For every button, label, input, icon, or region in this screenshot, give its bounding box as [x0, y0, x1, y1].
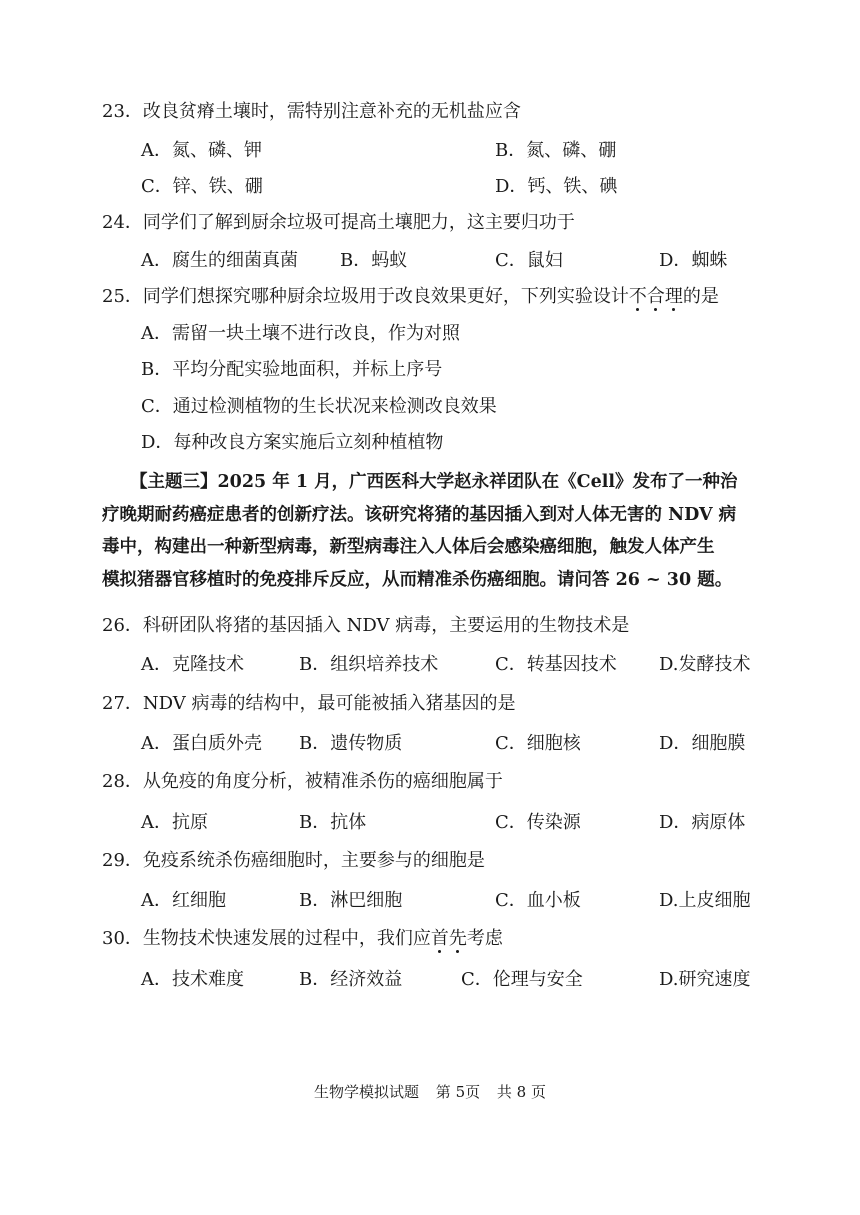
option-letter: D． — [495, 176, 528, 197]
theme-line-text: 毒中，构建出一种新型病毒，新型病毒注入人体后会感染癌细胞，触发人体产生 — [102, 537, 715, 557]
footer-subject: 生物学模拟试题 — [314, 1083, 420, 1101]
option-c[interactable] — [461, 967, 583, 993]
option-d[interactable] — [659, 731, 745, 757]
option-text: 锌、铁、硼 — [172, 176, 263, 197]
option-text: 淋巴细胞 — [330, 890, 403, 911]
option-a[interactable] — [141, 248, 298, 274]
question-27-stem — [102, 692, 516, 716]
question-text-after: 考虑 — [466, 928, 503, 949]
option-text: 伦理与安全 — [492, 969, 583, 990]
theme-line-text: 疗晚期耐药癌症患者的创新疗法。该研究将猪的基因插入到对人体无害的 NDV 病 — [102, 504, 737, 525]
question-30-options — [141, 967, 781, 993]
option-letter: A． — [141, 654, 172, 675]
option-a[interactable] — [141, 321, 460, 347]
option-letter: C． — [141, 396, 173, 417]
option-text: 上皮细胞 — [678, 890, 751, 911]
option-letter: C． — [495, 733, 527, 754]
option-c[interactable] — [141, 394, 497, 420]
question-24-stem — [102, 211, 575, 235]
option-c[interactable] — [141, 174, 263, 200]
option-letter: D. — [659, 969, 679, 990]
option-letter: A． — [141, 890, 172, 911]
option-text: 传染源 — [526, 812, 581, 833]
question-text: NDV 病毒的结构中，最可能被插入猪基因的是 — [142, 693, 516, 714]
question-number: 30． — [102, 928, 143, 949]
option-b[interactable] — [299, 967, 402, 993]
option-letter: D． — [141, 432, 174, 453]
theme-line-text: 【主题三】2025 年 1 月，广西医科大学赵永祥团队在《Cell》发布了一种治 — [130, 472, 738, 492]
option-letter: A． — [141, 140, 172, 161]
option-text: 遗传物质 — [330, 733, 403, 754]
question-29-stem — [102, 849, 485, 873]
option-text: 技术难度 — [172, 969, 244, 990]
option-d[interactable] — [141, 430, 443, 456]
option-letter: A． — [141, 812, 172, 833]
option-text: 组织培养技术 — [330, 654, 439, 675]
question-26-options — [141, 652, 781, 678]
option-c[interactable] — [495, 652, 617, 678]
option-c[interactable] — [495, 888, 581, 914]
option-text: 抗体 — [330, 812, 367, 833]
option-letter: B． — [299, 812, 331, 833]
question-text: 免疫系统杀伤癌细胞时，主要参与的细胞是 — [142, 850, 485, 871]
option-text: 细胞膜 — [691, 733, 746, 754]
question-number: 27． — [102, 693, 143, 714]
option-text: 氮、磷、钾 — [172, 140, 262, 161]
option-text: 研究速度 — [678, 969, 751, 990]
question-text: 科研团队将猪的基因插入 NDV 病毒，主要运用的生物技术是 — [142, 615, 630, 636]
question-30-stem — [102, 927, 503, 951]
option-a[interactable] — [141, 967, 244, 993]
option-text: 蚂蚁 — [371, 250, 408, 271]
question-number: 23． — [102, 101, 143, 122]
theme-line — [102, 466, 762, 499]
option-text: 氮、磷、硼 — [526, 140, 617, 161]
option-letter: A． — [141, 733, 172, 754]
option-letter: C． — [495, 250, 527, 271]
question-23-options-row2 — [141, 174, 781, 200]
option-text: 转基因技术 — [526, 654, 617, 675]
option-text: 钙、铁、碘 — [527, 176, 618, 197]
option-letter: C． — [141, 176, 173, 197]
question-25-option-b — [141, 357, 781, 383]
question-text: 同学们了解到厨余垃圾可提高土壤肥力，这主要归功于 — [142, 212, 575, 233]
question-23-options-row1 — [141, 138, 781, 164]
option-letter: D. — [659, 654, 679, 675]
theme-line — [102, 531, 762, 564]
question-25-option-a — [141, 321, 781, 347]
option-letter: B． — [340, 250, 372, 271]
option-text: 细胞核 — [526, 733, 581, 754]
question-27-options — [141, 731, 781, 757]
option-b[interactable] — [299, 652, 438, 678]
option-text: 抗原 — [172, 812, 208, 833]
option-text: 病原体 — [691, 812, 746, 833]
question-28-stem — [102, 770, 503, 794]
theme-line — [102, 499, 762, 532]
option-letter: B． — [299, 890, 331, 911]
question-text-after: 的是 — [682, 286, 719, 307]
option-letter: A． — [141, 250, 172, 271]
emphasis-char: 理 — [664, 286, 683, 307]
option-d[interactable] — [659, 967, 751, 993]
option-b[interactable] — [340, 248, 407, 274]
question-25-stem — [102, 285, 719, 309]
question-text: 从免疫的角度分析，被精准杀伤的癌细胞属于 — [142, 771, 503, 792]
question-number: 29． — [102, 850, 143, 871]
option-letter: B． — [141, 359, 173, 380]
option-text: 发酵技术 — [678, 654, 751, 675]
footer-page-number: 第 5页 — [435, 1083, 481, 1101]
question-number: 25． — [102, 286, 143, 307]
option-letter: B． — [299, 654, 331, 675]
option-letter: B． — [299, 733, 331, 754]
option-b[interactable] — [141, 357, 442, 383]
option-d[interactable] — [659, 652, 751, 678]
option-text: 蛋白质外壳 — [172, 733, 262, 754]
option-letter: C． — [495, 812, 527, 833]
question-text-before: 生物技术快速发展的过程中，我们应 — [142, 928, 431, 949]
theme-line-text: 模拟猪器官移植时的免疫排斥反应，从而精准杀伤癌细胞。请问答 26 ~ 30 题。 — [102, 569, 733, 590]
option-b[interactable] — [299, 731, 402, 757]
question-26-stem — [102, 614, 629, 638]
option-b[interactable] — [299, 888, 402, 914]
option-letter: B． — [495, 140, 527, 161]
option-c[interactable] — [495, 731, 581, 757]
option-text: 腐生的细菌真菌 — [172, 250, 298, 271]
option-letter: A． — [141, 323, 172, 344]
footer-total-pages: 共 8 页 — [496, 1083, 546, 1101]
option-text: 平均分配实验地面积，并标上序号 — [172, 359, 443, 380]
question-25-option-d — [141, 430, 781, 456]
option-letter: D． — [659, 812, 692, 833]
theme-line — [102, 564, 762, 597]
question-28-options — [141, 810, 781, 836]
question-23-stem — [102, 100, 521, 124]
option-a[interactable] — [141, 888, 226, 914]
option-b[interactable] — [495, 138, 616, 164]
option-letter: D． — [659, 733, 692, 754]
option-letter: D. — [659, 890, 679, 911]
option-letter: B． — [299, 969, 331, 990]
option-text: 每种改良方案实施后立刻种植植物 — [173, 432, 444, 453]
emphasis-char: 先 — [448, 928, 467, 949]
option-d[interactable] — [659, 888, 751, 914]
page-footer — [0, 1082, 860, 1102]
question-number: 24． — [102, 212, 143, 233]
option-letter: D． — [659, 250, 692, 271]
option-letter: C． — [495, 890, 527, 911]
option-a[interactable] — [141, 731, 262, 757]
question-24-options — [141, 248, 781, 274]
question-number: 26． — [102, 615, 143, 636]
question-25-option-c — [141, 394, 781, 420]
option-a[interactable] — [141, 810, 208, 836]
option-a[interactable] — [141, 652, 244, 678]
option-text: 通过检测植物的生长状况来检测改良效果 — [172, 396, 497, 417]
option-c[interactable] — [495, 810, 581, 836]
question-text: 改良贫瘠土壤时，需特别注意补充的无机盐应含 — [142, 101, 521, 122]
option-d[interactable] — [659, 248, 727, 274]
option-d[interactable] — [659, 810, 745, 836]
question-29-options — [141, 888, 781, 914]
option-text: 克隆技术 — [172, 654, 244, 675]
option-letter: C． — [461, 969, 493, 990]
option-letter: A． — [141, 969, 172, 990]
emphasis-char: 合 — [646, 286, 665, 307]
question-number: 28． — [102, 771, 143, 792]
option-text: 鼠妇 — [526, 250, 563, 271]
option-c[interactable] — [495, 248, 563, 274]
option-text: 需留一块土壤不进行改良，作为对照 — [172, 323, 460, 344]
option-text: 蜘蛛 — [691, 250, 728, 271]
option-letter: C． — [495, 654, 527, 675]
option-b[interactable] — [299, 810, 366, 836]
option-text: 经济效益 — [330, 969, 403, 990]
emphasis-char: 不 — [628, 286, 647, 307]
option-text: 红细胞 — [172, 890, 226, 911]
question-text-before: 同学们想探究哪种厨余垃圾用于改良效果更好，下列实验设计 — [142, 286, 629, 307]
emphasis-char: 首 — [430, 928, 449, 949]
option-text: 血小板 — [526, 890, 581, 911]
option-a[interactable] — [141, 138, 262, 164]
option-d[interactable] — [495, 174, 617, 200]
theme-paragraph — [102, 466, 762, 596]
